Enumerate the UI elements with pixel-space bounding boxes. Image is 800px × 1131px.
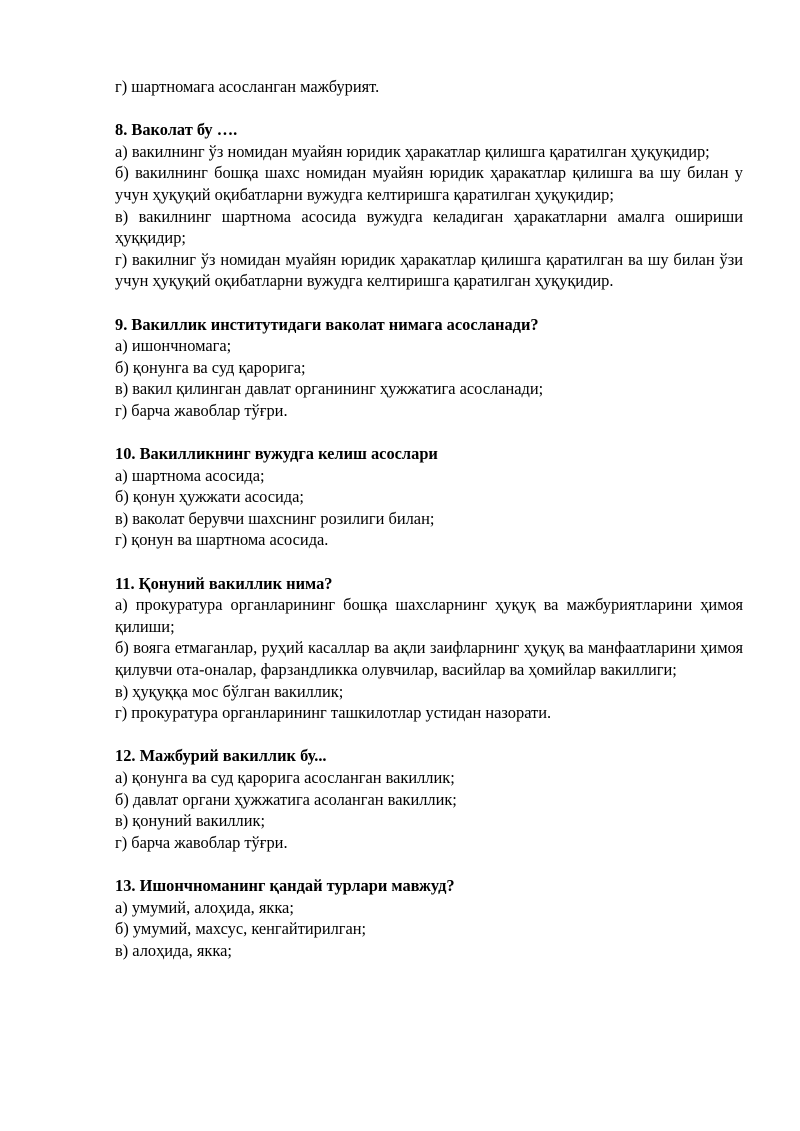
answer-option: б) қонун ҳужжати асосида; [115,487,304,507]
answer-option: в) ҳуқуққа мос бўлган вакиллик; [115,681,344,701]
question-12 [115,745,743,853]
question-9 [115,314,743,422]
answer-option: б) қонунга ва суд қарорига; [115,357,306,377]
answer-option: г) прокуратура органларининг ташкилотлар устидан назорати. [115,703,552,723]
answer-option: б) умумий, махсус, кенгайтирилган; [115,919,367,939]
answer-option: в) вакил қилинган давлат органининг ҳужжатига асосланади; [115,379,544,399]
answer-option: б) вояга етмаганлар, руҳий касаллар ва ақли заифларнинг ҳуқуқ ва манфаатларини ҳимоя қилувчи ота-оналар, фарзандликка олувчилар, васийлар ва ҳомийлар вакиллиги; [115,638,743,680]
question-title: 13. Ишончноманинг қандай турлари мавжуд? [115,875,455,895]
question-8 [115,119,743,292]
answer-option: г) вакилниг ўз номидан муайян юридик ҳаракатлар қилишга қаратилган ва шу билан ўзи учун ҳуқуқий оқибатларни вужудга келтиришга қаратилган ҳуқуқидир. [115,249,743,291]
question-11 [115,573,743,724]
question-10 [115,443,743,551]
document-page [115,76,743,961]
question-title: 10. Вакилликнинг вужудга келиш асослари [115,444,438,464]
answer-option: в) алоҳида, якка; [115,940,232,960]
answer-option: г) барча жавоблар тўғри. [115,400,288,420]
answer-option: г) қонун ва шартнома асосида. [115,530,329,550]
answer-option: а) қонунга ва суд қарорига асосланган вакиллик; [115,768,455,787]
answer-option: б) вакилнинг бошқа шахс номидан муайян юридик ҳаракатлар қилишга ва шу билан у учун ҳуқуқий оқибатларни вужудга келтиришга қаратилган ҳуқуқидир; [115,163,743,204]
answer-option: а) ишончномага; [115,336,232,356]
question-13 [115,875,743,961]
lead-line: г) шартномага асосланган мажбурият. [115,77,380,96]
question-title: 11. Қонуний вакиллик нима? [115,573,333,593]
question-title: 8. Ваколат бу …. [115,120,238,140]
answer-option: г) барча жавоблар тўғри. [115,832,288,852]
answer-option: в) қонуний вакиллик; [115,811,266,831]
answer-option: а) прокуратура органларининг бошқа шахсларнинг ҳуқуқ ва мажбуриятларини ҳимоя қилиши; [115,595,743,636]
answer-option: в) ваколат берувчи шахснинг розилиги билан; [115,508,435,528]
answer-option: а) шартнома асосида; [115,465,265,485]
question-title: 9. Вакиллик институтидаги ваколат нимага асосланади? [115,314,539,334]
answer-option: а) вакилнинг ўз номидан муайян юридик ҳаракатлар қилишга қаратилган ҳуқуқидир; [115,141,710,161]
question-title: 12. Мажбурий вакиллик бу... [115,746,327,766]
answer-option: в) вакилнинг шартнома асосида вужудга келадиган ҳаракатларни амалга ошириши ҳуққидир; [115,206,743,248]
answer-option: б) давлат органи ҳужжатига асоланган вакиллик; [115,789,457,809]
answer-option: а) умумий, алоҳида, якка; [115,897,294,917]
